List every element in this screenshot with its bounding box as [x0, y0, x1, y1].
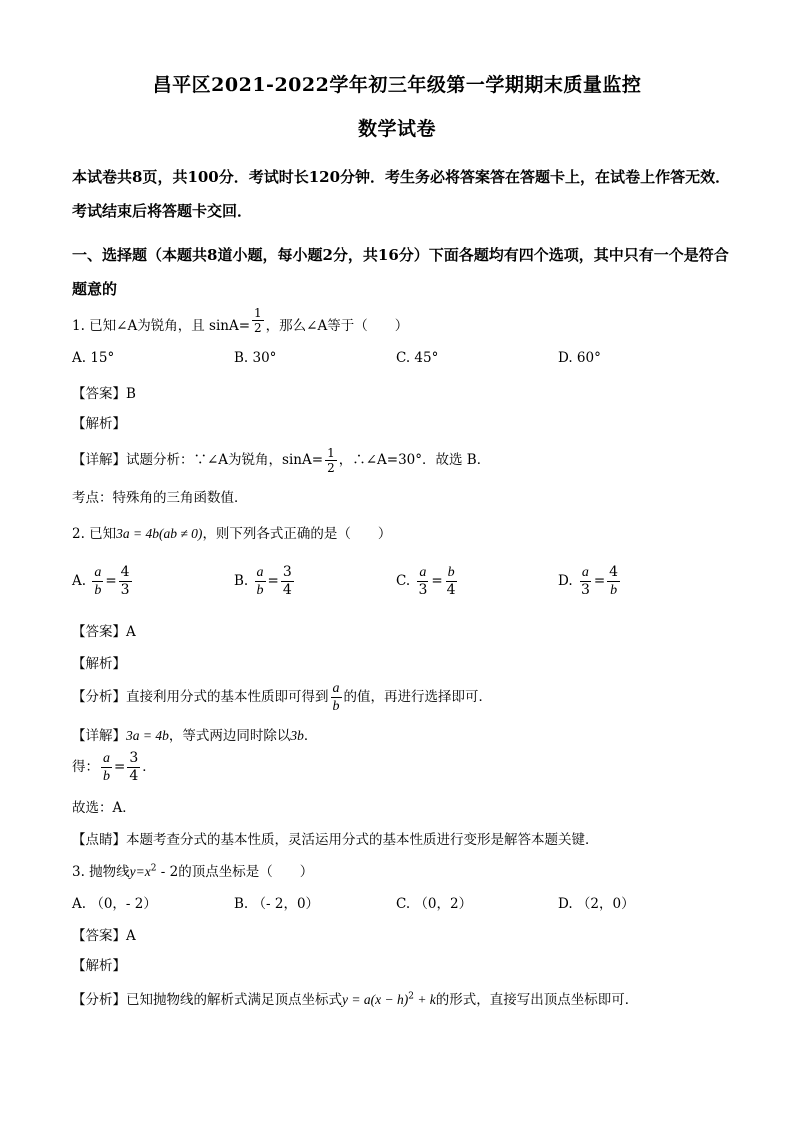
- q2-stem: 2. 已知3a = 4b(ab ≠ 0)，则下列各式正确的是（ ）: [72, 526, 392, 542]
- q1-answer: 【答案】B: [72, 386, 136, 402]
- q3-option-b: B. （- 2，0）: [234, 896, 320, 912]
- q2-option-c: C. $\frac{a}{3}$ = $\frac{b}{4}$: [396, 565, 456, 598]
- exam-subtitle: 数学试卷: [357, 118, 436, 140]
- q3-option-d: D. （2，0）: [558, 896, 635, 912]
- q2-comment: 【点睛】本题考查分式的基本性质，灵活运用分式的基本性质进行变形是解答本题关键．: [72, 832, 599, 848]
- q1-analysis: 【解析】: [72, 416, 126, 432]
- q3-fenxi: 【分析】已知抛物线的解析式满足顶点坐标式$y = a(x - h)^2 + k$的形式，直接写出顶点坐标即可．: [72, 991, 639, 1008]
- q2-detail: 【详解】3a = 4b，等式两边同时除以3b．: [72, 728, 318, 744]
- q1-option-b: B. 30°: [234, 350, 277, 366]
- q2-option-b: B. $\frac{a}{b}$ = $\frac{3}{4}$: [234, 564, 292, 598]
- q2-option-a: A. $\frac{a}{b}$ = $\frac{4}{3}$: [72, 564, 130, 598]
- q3-option-a: A. （0，- 2）: [72, 896, 157, 912]
- q1-note: 考点：特殊角的三角函数值．: [72, 490, 248, 506]
- q3-analysis: 【解析】: [72, 958, 126, 974]
- q1-stem: 1. 已知∠A为锐角，且 sinA= $\frac{1}{2}$ ，那么∠A等于（ ）: [72, 306, 409, 335]
- q2-answer: 【答案】A: [72, 624, 136, 640]
- section-heading: 一、选择题（本题共8道小题，每小题2分，共16分）下面各题均有四个选项，其中只有一个是符合题意的: [72, 246, 729, 298]
- q2-option-d: D. $\frac{a}{3}$ = $\frac{4}{b}$: [558, 564, 619, 598]
- q1-detail: 【详解】试题分析：∵∠A为锐角，sinA= $\frac{1}{2}$ ，∴∠A=30°．故选 B．: [72, 446, 491, 475]
- exam-intro: 本试卷共8页，共100分．考试时长120分钟．考生务必将答案答在答题卡上，在试卷上作答无效．考试结束后将答题卡交回．: [72, 168, 731, 220]
- q2-choice: 故选：A．: [72, 800, 136, 816]
- q1-fraction: $\frac{1}{2}$: [254, 306, 262, 335]
- exam-title: 昌平区2021-2022学年初三年级第一学期期末质量监控: [152, 74, 642, 96]
- q3-stem: 3. 抛物线$y=x^2 - 2$的顶点坐标是（ ）: [72, 863, 314, 880]
- q2-derivation: 得： $\frac{a}{b}$ = $\frac{3}{4}$ ．: [72, 750, 156, 784]
- q3-answer: 【答案】A: [72, 928, 136, 944]
- q3-option-c: C. （0，2）: [396, 896, 473, 912]
- q1-detail-fraction: $\frac{1}{2}$: [327, 446, 335, 475]
- q1-option-a: A. 15°: [72, 350, 115, 366]
- q1-option-c: C. 45°: [396, 350, 439, 366]
- q2-fenxi: 【分析】直接利用分式的基本性质即可得到 $\frac{a}{b}$ 的值，再进行选择即可．: [72, 681, 492, 714]
- q2-analysis: 【解析】: [72, 656, 126, 672]
- q1-option-d: D. 60°: [558, 350, 601, 366]
